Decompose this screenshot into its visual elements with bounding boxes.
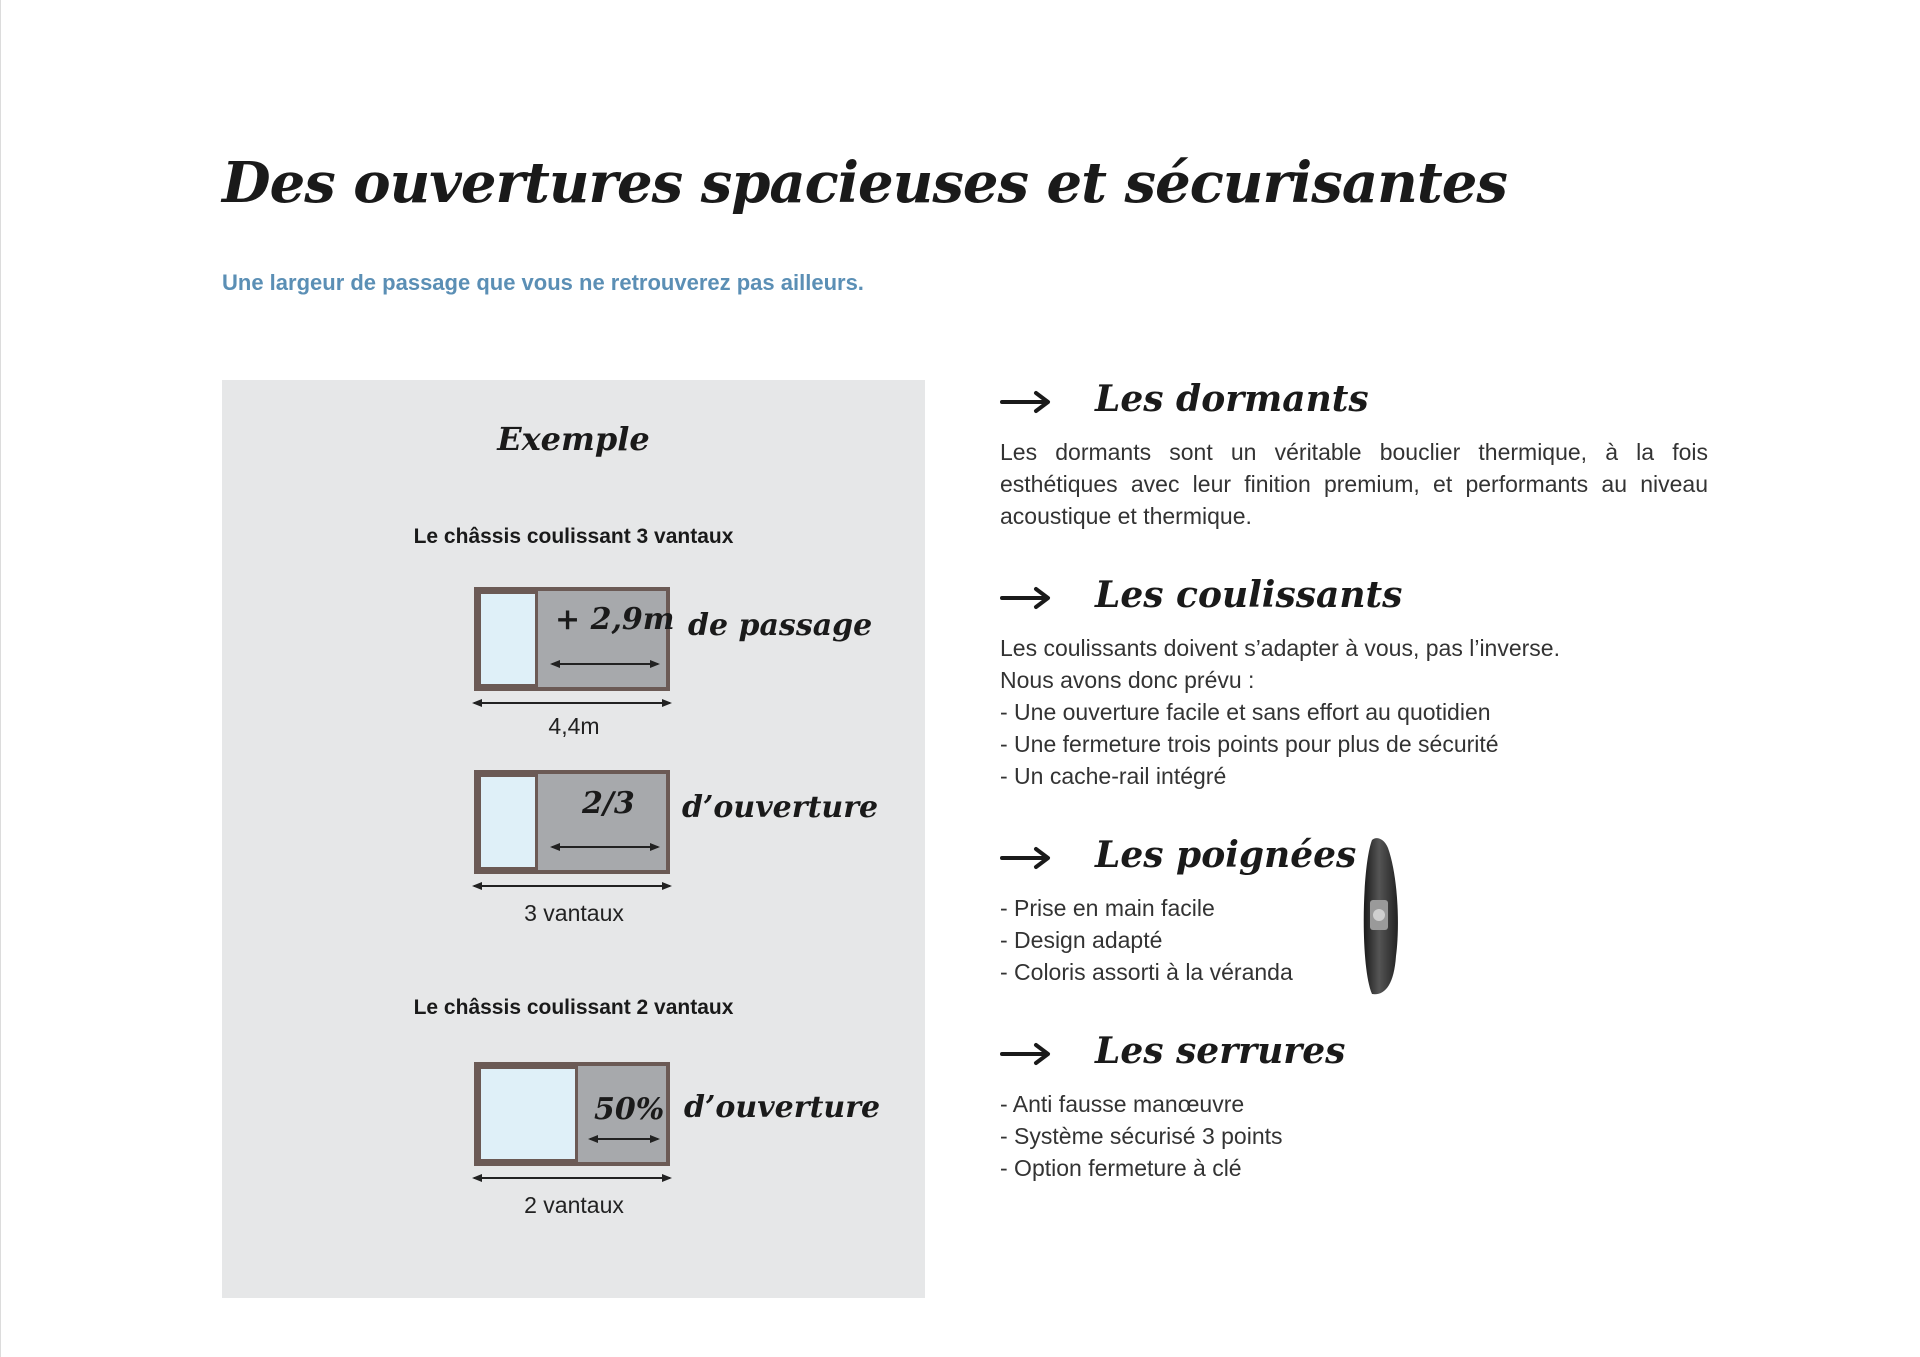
right-arrow-icon — [1000, 846, 1052, 870]
feature-line: - Système sécurisé 3 points — [1000, 1123, 1283, 1149]
feature-description — [1000, 436, 1708, 532]
feature-line: Nous avons donc prévu : — [1000, 667, 1255, 693]
feature-title: Les dormants — [1095, 378, 1369, 420]
feature-title: Les coulissants — [1095, 574, 1403, 616]
page-subtitle: Une largeur de passage que vous ne retrouverez pas ailleurs. — [222, 270, 864, 295]
feature-description — [1000, 632, 1708, 792]
opening-caption: d’ouverture — [682, 790, 879, 825]
glass-pane — [481, 1069, 575, 1159]
two-panel-label: Le châssis coulissant 2 vantaux — [413, 996, 734, 1019]
right-arrow-icon — [1000, 1042, 1052, 1066]
width-dimension: 4,4m — [548, 713, 600, 739]
opening-caption: d’ouverture — [684, 1090, 881, 1125]
three-panel-label: Le châssis coulissant 3 vantaux — [413, 525, 734, 548]
feature-heading — [1000, 574, 1708, 624]
feature-line: - Prise en main facile — [1000, 895, 1215, 921]
glass-pane — [481, 777, 535, 867]
feature-line: - Un cache-rail intégré — [1000, 763, 1227, 789]
panel-count: 2 vantaux — [524, 1192, 624, 1218]
feature-title: Les serrures — [1095, 1030, 1346, 1072]
panel-count: 3 vantaux — [524, 900, 624, 926]
feature-line: Les coulissants doivent s’adapter à vous, pas l’inverse. — [1000, 635, 1560, 661]
three-panel-opening-diagram — [472, 768, 682, 898]
feature-description — [1000, 1088, 1708, 1184]
feature-line: - Anti fausse manœuvre — [1000, 1091, 1245, 1117]
feature-heading — [1000, 378, 1708, 428]
feature-line: Les dormants sont un véritable bouclier thermique, à la fois esthétiques avec leur finition premium, et performants au niveau acoustique et thermique. — [1000, 439, 1708, 529]
passage-caption: de passage — [688, 608, 873, 643]
feature-line: - Coloris assorti à la véranda — [1000, 959, 1293, 985]
window-handle-icon — [1358, 836, 1400, 998]
glass-pane — [481, 594, 535, 684]
opening-value: 2/3 — [582, 786, 635, 821]
feature-dormants — [1000, 378, 1708, 532]
page-edge — [0, 0, 1, 1357]
feature-heading — [1000, 834, 1708, 884]
feature-title: Les poignées — [1095, 834, 1357, 876]
right-arrow-icon — [1000, 390, 1052, 414]
feature-line: - Option fermeture à clé — [1000, 1155, 1242, 1181]
feature-line: - Une fermeture trois points pour plus de sécurité — [1000, 731, 1499, 757]
opening-value: 50% — [594, 1092, 665, 1127]
feature-line: - Une ouverture facile et sans effort au quotidien — [1000, 699, 1491, 725]
page-title: Des ouvertures spacieuses et sécurisantes — [222, 150, 1507, 216]
feature-coulissants — [1000, 574, 1708, 792]
feature-poignees — [1000, 834, 1708, 988]
feature-serrures — [1000, 1030, 1708, 1184]
feature-line: - Design adapté — [1000, 927, 1163, 953]
example-panel — [222, 380, 925, 1298]
passage-value: + 2,9m — [555, 602, 675, 637]
example-title: Exemple — [497, 420, 650, 458]
right-arrow-icon — [1000, 586, 1052, 610]
feature-description — [1000, 892, 1708, 988]
feature-heading — [1000, 1030, 1708, 1080]
